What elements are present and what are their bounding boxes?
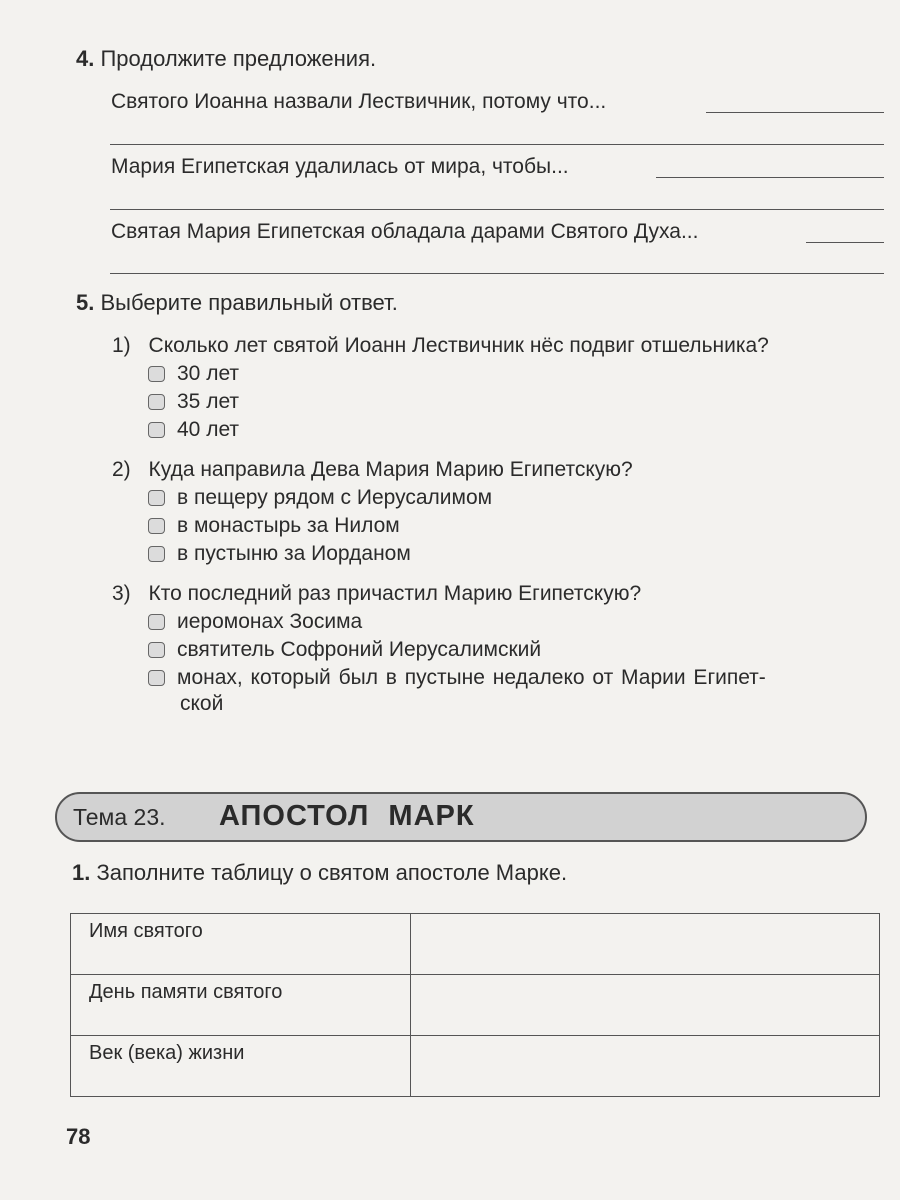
answer-cell-memory-day[interactable] bbox=[411, 975, 880, 1036]
answer-line-2b[interactable] bbox=[110, 209, 884, 210]
question-2-option-3[interactable] bbox=[148, 542, 411, 566]
task-4-sentence-1: Святого Иоанна назвали Лествичник, потому что... bbox=[111, 90, 607, 113]
task-1-heading bbox=[72, 860, 567, 886]
topic-banner bbox=[55, 792, 867, 842]
checkbox[interactable] bbox=[148, 394, 165, 410]
task-5-number: 5. bbox=[76, 290, 95, 315]
question-1-option-2[interactable] bbox=[148, 390, 239, 414]
answer-line-3a[interactable] bbox=[806, 242, 884, 243]
option-label: 40 лет bbox=[177, 418, 240, 441]
question-1-option-1[interactable] bbox=[148, 362, 239, 386]
question-1-text: Сколько лет святой Иоанн Лествичник нёс подвиг отшельника? bbox=[148, 334, 769, 357]
question-3 bbox=[112, 582, 641, 606]
question-3-option-2[interactable] bbox=[148, 638, 541, 662]
table-row bbox=[71, 975, 880, 1036]
task-4-number: 4. bbox=[76, 46, 95, 71]
checkbox[interactable] bbox=[148, 670, 165, 686]
option-label: 30 лет bbox=[177, 362, 240, 385]
option-label: в монастырь за Нилом bbox=[177, 514, 400, 537]
task-5-title: Выберите правильный ответ. bbox=[100, 290, 398, 315]
checkbox[interactable] bbox=[148, 546, 165, 562]
question-3-text: Кто последний раз причастил Марию Египетскую? bbox=[148, 582, 642, 605]
question-2-option-1[interactable] bbox=[148, 486, 492, 510]
task-4-sentence-2: Мария Египетская удалилась от мира, чтобы... bbox=[111, 155, 569, 178]
question-1-number: 1) bbox=[112, 334, 131, 357]
answer-cell-name[interactable] bbox=[411, 914, 880, 975]
table-row bbox=[71, 1036, 880, 1097]
page-number: 78 bbox=[66, 1124, 91, 1149]
answer-line-3b[interactable] bbox=[110, 273, 884, 274]
row-label-name: Имя святого bbox=[71, 914, 411, 975]
option-label: в пещеру рядом с Иерусалимом bbox=[177, 486, 493, 509]
task-4-sentence-3: Святая Мария Египетская обладала дарами Святого Духа... bbox=[111, 220, 699, 243]
answer-line-1b[interactable] bbox=[110, 144, 884, 145]
checkbox[interactable] bbox=[148, 518, 165, 534]
option-label: святитель Софроний Иерусалимский bbox=[177, 638, 542, 661]
question-2-option-2[interactable] bbox=[148, 514, 400, 538]
topic-label: Тема 23. bbox=[73, 804, 166, 830]
saint-info-table bbox=[70, 913, 880, 1097]
answer-line-2a[interactable] bbox=[656, 177, 884, 178]
question-3-option-3[interactable] bbox=[148, 666, 766, 690]
option-label: монах, который был в пустыне недалеко от Марии Египет- bbox=[177, 666, 766, 689]
checkbox[interactable] bbox=[148, 614, 165, 630]
checkbox[interactable] bbox=[148, 490, 165, 506]
task-1-title: Заполните таблицу о святом апостоле Марке. bbox=[96, 860, 568, 885]
answer-line-1a[interactable] bbox=[706, 112, 884, 113]
question-3-number: 3) bbox=[112, 582, 131, 605]
answer-cell-century[interactable] bbox=[411, 1036, 880, 1097]
question-1-option-3[interactable] bbox=[148, 418, 239, 442]
checkbox[interactable] bbox=[148, 366, 165, 382]
task-4-title: Продолжите предложения. bbox=[100, 46, 377, 71]
row-label-memory-day: День памяти святого bbox=[71, 975, 411, 1036]
task-1-number: 1. bbox=[72, 860, 91, 885]
row-label-century: Век (века) жизни bbox=[71, 1036, 411, 1097]
topic-title: АПОСТОЛ МАРК bbox=[219, 800, 475, 832]
option-label: иеромонах Зосима bbox=[177, 610, 363, 633]
option-label: 35 лет bbox=[177, 390, 240, 413]
option-label-continuation: ской bbox=[180, 692, 224, 715]
checkbox[interactable] bbox=[148, 642, 165, 658]
question-1 bbox=[112, 334, 769, 358]
table-row bbox=[71, 914, 880, 975]
checkbox[interactable] bbox=[148, 422, 165, 438]
task-5-heading bbox=[76, 290, 398, 316]
question-3-option-1[interactable] bbox=[148, 610, 362, 634]
question-2-number: 2) bbox=[112, 458, 131, 481]
question-2-text: Куда направила Дева Мария Марию Египетскую? bbox=[148, 458, 633, 481]
task-4-heading bbox=[76, 46, 376, 72]
option-label: в пустыню за Иорданом bbox=[177, 542, 411, 565]
question-2 bbox=[112, 458, 633, 482]
